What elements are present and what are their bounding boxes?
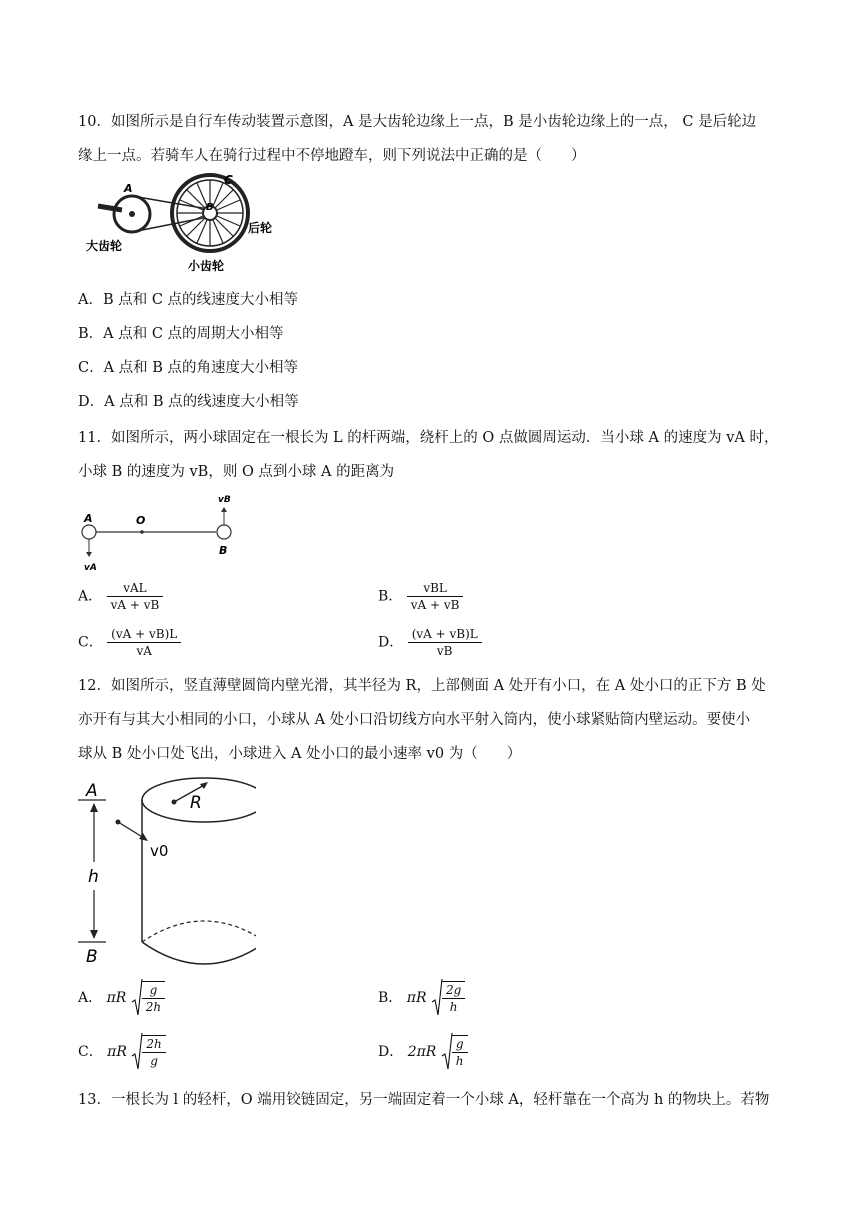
q11-stem-line2: 小球 B 的速度为 vB，则 O 点到小球 A 的距离为 — [78, 464, 395, 480]
arrow-vB — [221, 507, 227, 512]
label-B: B — [86, 947, 98, 967]
fraction — [107, 626, 181, 659]
denominator: vB — [436, 644, 453, 658]
rod-balls-figure — [76, 488, 246, 574]
arrow-vA — [86, 552, 92, 557]
q12-stem-line3: 球从 B 处小口处飞出，小球进入 A 处小口的最小速率 v0 为（ ） — [78, 746, 522, 762]
label-vA: vA — [84, 563, 97, 573]
cylinder-figure — [76, 772, 256, 972]
pivot-O — [140, 530, 144, 534]
fraction — [107, 580, 164, 613]
option-label: A． — [78, 588, 103, 605]
square-root — [431, 978, 465, 1018]
label-rear-wheel: 后轮 — [248, 221, 273, 235]
coefficient: πR — [106, 990, 127, 1006]
numerator: g — [452, 1036, 468, 1053]
option-label: B． — [378, 990, 403, 1006]
fraction — [452, 1035, 468, 1069]
label-big-gear: 大齿轮 — [86, 239, 123, 253]
label-C: C — [224, 173, 233, 187]
numerator: 2g — [442, 982, 465, 999]
q12-option-b — [378, 978, 465, 1018]
label-h: h — [88, 867, 99, 887]
numerator: vAL — [107, 580, 164, 597]
bicycle-transmission-figure — [84, 170, 284, 275]
cylinder-bottom-back — [142, 921, 256, 942]
coefficient: 2πR — [407, 1044, 437, 1060]
numerator: 2h — [142, 1036, 165, 1053]
square-root — [441, 1032, 468, 1072]
fraction — [142, 1035, 165, 1069]
label-O: O — [136, 514, 146, 527]
label-v0: v0 — [150, 842, 169, 860]
label-B: B — [206, 202, 214, 213]
q10-option-b: B．A 点和 C 点的周期大小相等 — [78, 326, 284, 342]
denominator: vA + vB — [110, 598, 160, 612]
numerator: (vA + vB)L — [107, 626, 181, 643]
coefficient: πR — [406, 990, 427, 1006]
numerator: vBL — [407, 580, 464, 597]
q11-stem-line1: 11．如图所示，两小球固定在一根长为 L 的杆两端，绕杆上的 O 点做圆周运动．当小球 A 的速度为 vA 时， — [78, 430, 779, 446]
q12-stem-line1: 12．如图所示，竖直薄壁圆筒内壁光滑，其半径为 R，上部侧面 A 处开有小口，在 A 处小口的正下方 B 处 — [78, 678, 766, 694]
option-label: C． — [78, 1044, 103, 1060]
label-B: B — [219, 544, 228, 557]
fraction — [408, 626, 482, 659]
v0-arrow — [118, 822, 144, 838]
denominator: 2h — [145, 1000, 162, 1014]
q11-option-d — [378, 626, 482, 659]
denominator: vA + vB — [410, 598, 460, 612]
coefficient: πR — [107, 1044, 127, 1060]
label-A: A — [84, 512, 93, 525]
q10-stem-line1: 10．如图所示是自行车传动装置示意图，A 是大齿轮边缘上一点，B 是小齿轮边缘上的一点， C 是后轮边 — [78, 114, 757, 130]
option-label: B． — [378, 588, 403, 605]
ball-B — [217, 525, 231, 539]
denominator: h — [455, 1054, 464, 1068]
q12-option-d — [378, 1032, 468, 1072]
ball-A — [82, 525, 96, 539]
denominator: g — [150, 1054, 158, 1068]
cylinder-bottom-front — [142, 942, 256, 964]
q10-option-c: C．A 点和 B 点的角速度大小相等 — [78, 360, 299, 376]
fraction — [442, 981, 465, 1015]
option-label: D． — [378, 634, 404, 651]
square-root — [131, 1032, 165, 1072]
label-vB: vB — [218, 495, 231, 505]
pedal-crank — [98, 206, 122, 210]
square-root — [131, 978, 165, 1018]
option-label: D． — [378, 1044, 404, 1060]
q12-stem-line2: 亦开有与其大小相同的小口，小球从 A 处小口沿切线方向水平射入筒内，使小球紧贴筒内壁运动。要使小 — [78, 712, 751, 728]
label-R: R — [190, 793, 202, 813]
denominator: h — [449, 1000, 458, 1014]
numerator: g — [142, 982, 165, 999]
q12-option-a — [78, 978, 165, 1018]
q12-option-c — [78, 1032, 166, 1072]
fraction — [142, 981, 165, 1015]
fraction — [407, 580, 464, 613]
q10-option-d: D．A 点和 B 点的线速度大小相等 — [78, 394, 299, 410]
q11-option-b — [378, 580, 463, 613]
label-small-gear: 小齿轮 — [188, 259, 225, 273]
denominator: vA — [136, 644, 152, 658]
q13-stem-line1: 13．一根长为 l 的轻杆，O 端用铰链固定，另一端固定着一个小球 A，轻杆靠在一个高为 h 的物块上。若物 — [78, 1092, 770, 1108]
q11-option-a — [78, 580, 163, 613]
label-A: A — [86, 781, 98, 801]
q10-stem-line2: 缘上一点。若骑车人在骑行过程中不停地蹬车，则下列说法中正确的是（ ） — [78, 148, 586, 164]
numerator: (vA + vB)L — [408, 626, 482, 643]
option-label: C． — [78, 634, 103, 651]
q11-option-c — [78, 626, 181, 659]
q10-option-a: A．B 点和 C 点的线速度大小相等 — [78, 292, 299, 308]
option-label: A． — [78, 990, 103, 1006]
label-A: A — [124, 182, 133, 195]
